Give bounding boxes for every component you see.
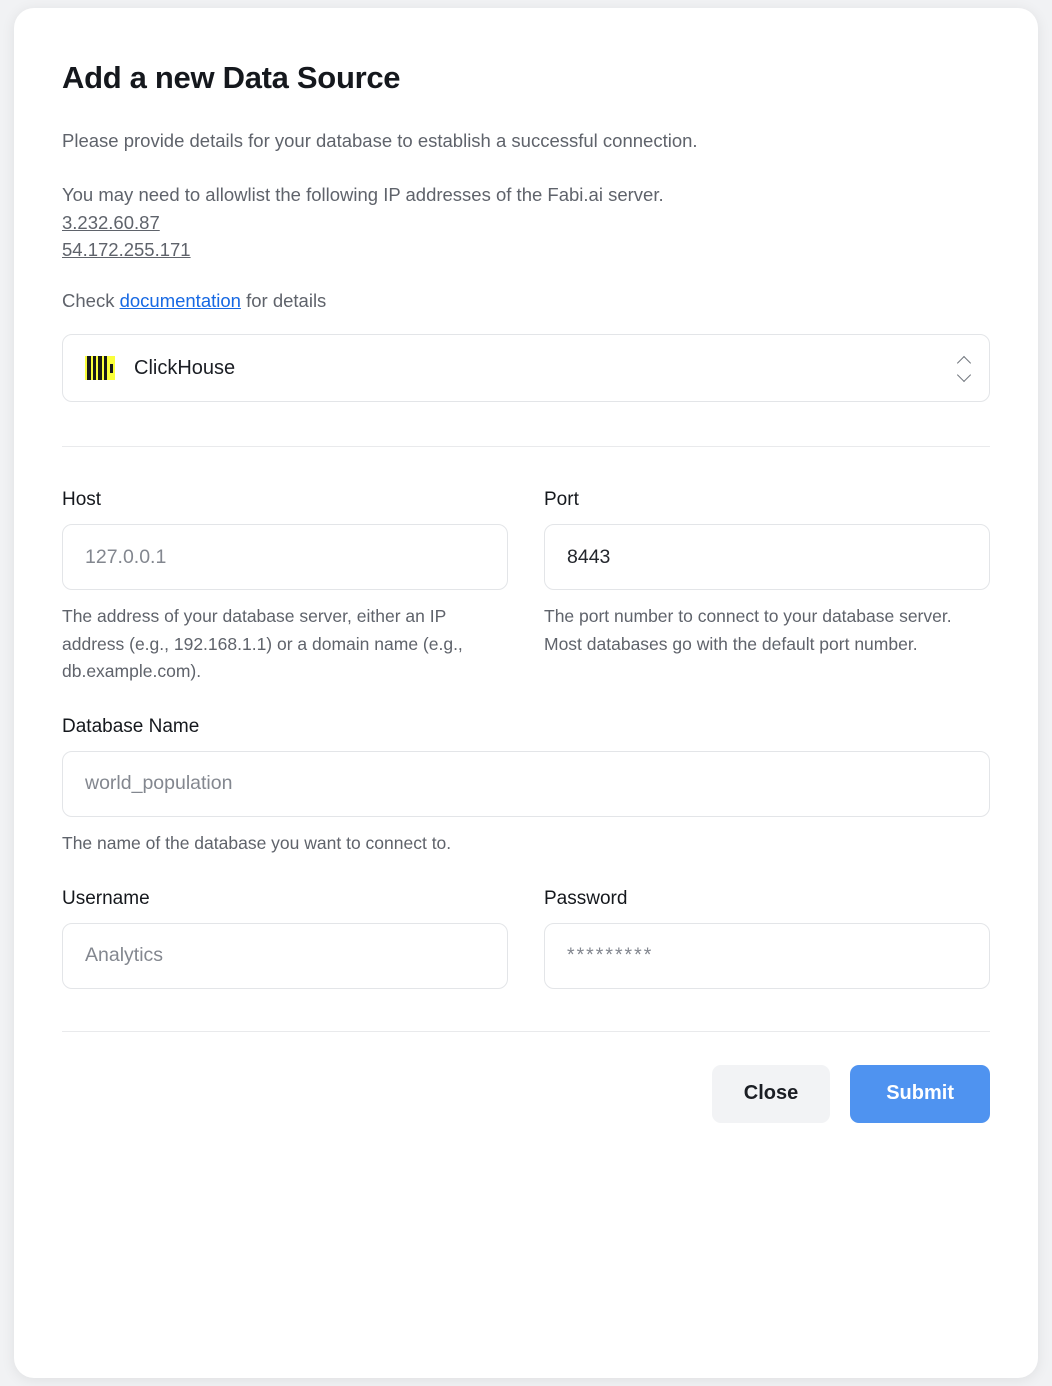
password-field-group bbox=[544, 888, 990, 989]
doc-suffix-text: for details bbox=[240, 290, 327, 311]
host-field-group bbox=[62, 489, 508, 686]
submit-button[interactable]: Submit bbox=[850, 1065, 990, 1123]
allowlist-ip-1: 3.232.60.87 bbox=[62, 212, 160, 233]
allowlist-ip-2: 54.172.255.171 bbox=[62, 239, 191, 260]
documentation-line bbox=[62, 290, 990, 312]
database-name-input[interactable] bbox=[62, 751, 990, 817]
port-help-text: The port number to connect to your database server. Most databases go with the default port number. bbox=[544, 606, 952, 654]
database-name-field-group bbox=[62, 716, 990, 858]
add-data-source-dialog bbox=[14, 8, 1038, 1378]
documentation-link[interactable]: documentation bbox=[119, 290, 241, 311]
password-input[interactable] bbox=[544, 923, 990, 989]
password-label: Password bbox=[544, 887, 628, 909]
doc-prefix-text: Check bbox=[62, 290, 120, 311]
clickhouse-logo-icon bbox=[85, 356, 115, 380]
allowlist-instruction: You may need to allowlist the following IP addresses of the Fabi.ai server. bbox=[62, 184, 664, 205]
host-input[interactable] bbox=[62, 524, 508, 590]
username-input[interactable] bbox=[62, 923, 508, 989]
host-help-text: The address of your database server, either an IP address (e.g., 192.168.1.1) or a domain name (e.g., db.example.com). bbox=[62, 606, 463, 682]
section-divider bbox=[62, 446, 990, 447]
data-source-type-select[interactable] bbox=[62, 334, 990, 402]
database-name-help-text: The name of the database you want to connect to. bbox=[62, 832, 452, 853]
host-port-row bbox=[62, 489, 990, 686]
dialog-subtitle: Please provide details for your database to establish a successful connection. bbox=[62, 130, 698, 151]
port-field-group bbox=[544, 489, 990, 686]
credentials-row bbox=[62, 888, 990, 989]
page-title: Add a new Data Source bbox=[62, 60, 401, 95]
port-label: Port bbox=[544, 489, 579, 510]
username-label: Username bbox=[62, 887, 150, 909]
port-input[interactable] bbox=[544, 524, 990, 590]
close-button[interactable]: Close bbox=[712, 1065, 830, 1123]
username-field-group bbox=[62, 888, 508, 989]
data-source-type-value: ClickHouse bbox=[134, 356, 236, 379]
host-label: Host bbox=[62, 489, 102, 510]
dialog-actions bbox=[62, 1032, 990, 1123]
database-name-label: Database Name bbox=[62, 715, 200, 737]
chevron-updown-icon bbox=[958, 357, 971, 380]
